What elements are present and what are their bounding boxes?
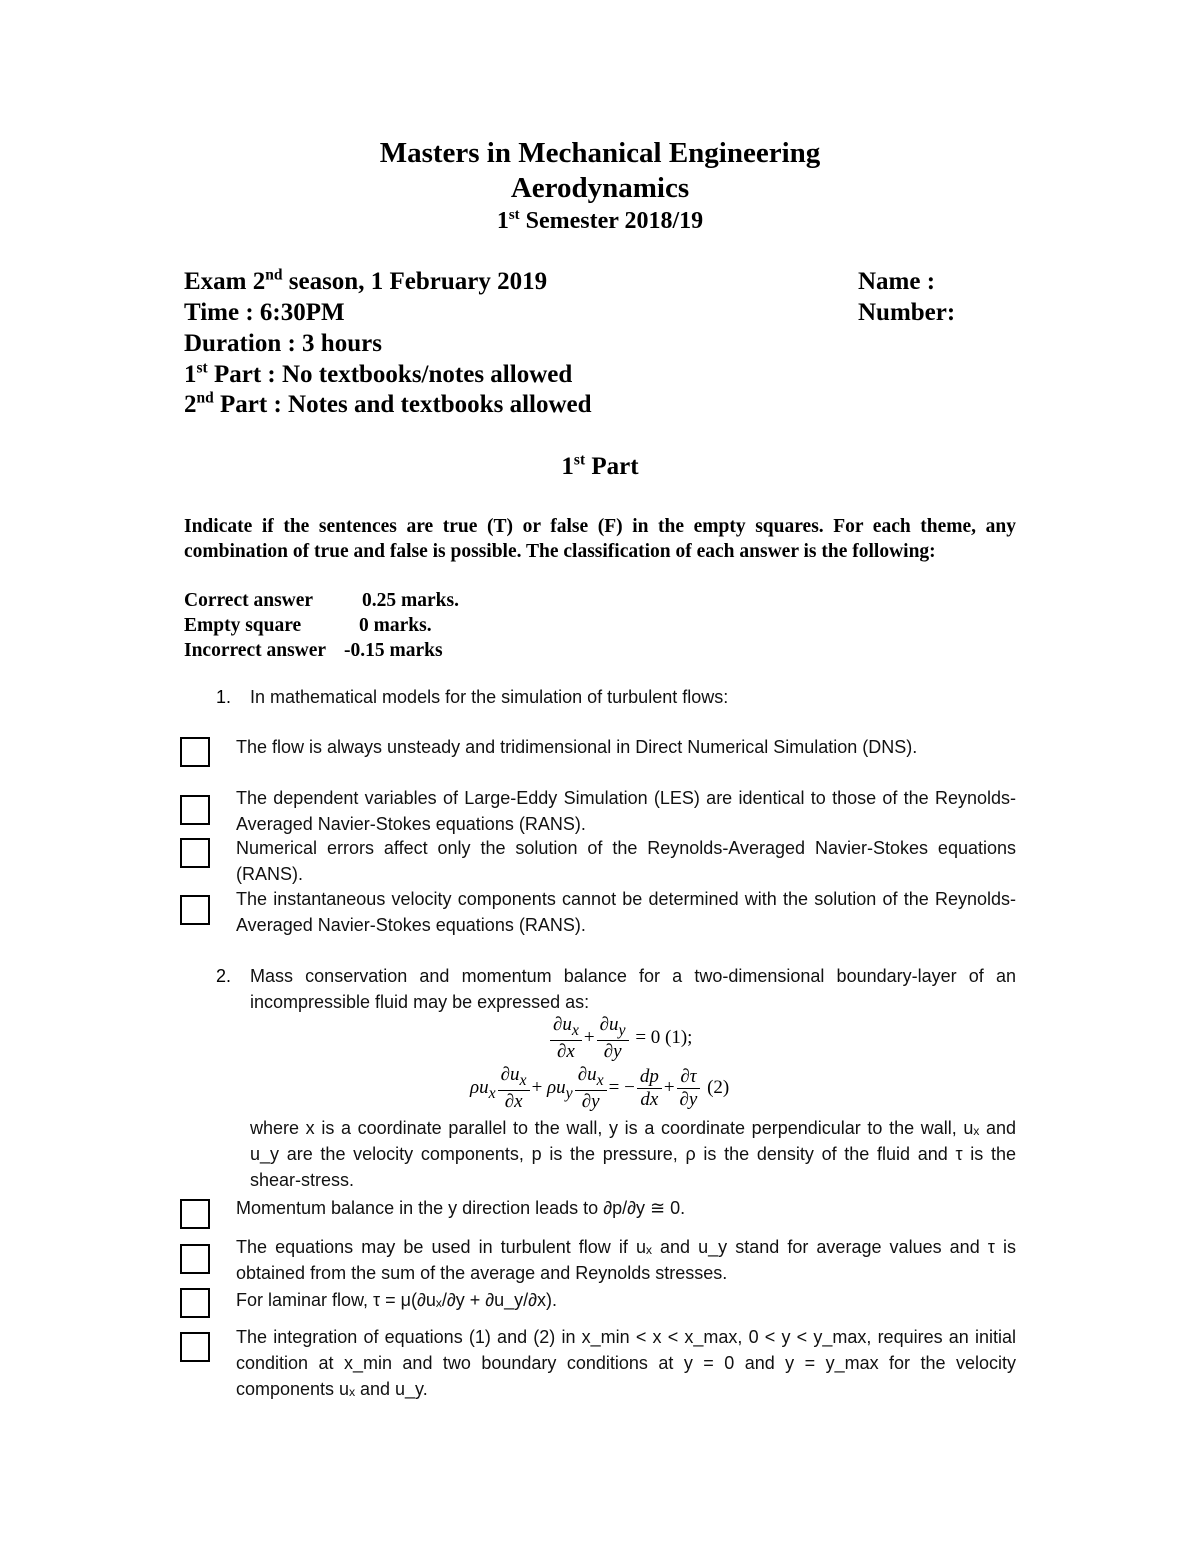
exam-season: Exam 2nd season, 1 February 2019 (184, 266, 548, 295)
answer-checkbox[interactable] (180, 1288, 210, 1318)
answer-checkbox[interactable] (180, 737, 210, 767)
course-title: Aerodynamics (510, 172, 690, 204)
statement: Momentum balance in the y direction leads to ∂p/∂y ≅ 0. (236, 1198, 686, 1218)
exam-duration: Duration : 3 hours (184, 330, 382, 357)
semester-label: 1st Semester 2018/19 (496, 207, 704, 234)
name-label: Name : (858, 268, 936, 295)
marks-correct: Correct answer 0.25 marks. (184, 590, 459, 611)
statement: The equations may be used in turbulent flow if uₓ and u_y stand for average values and τ is obtained from the sum of the average and Reynolds stresses. (236, 1237, 1016, 1283)
instructions-text: Indicate if the sentences are true (T) or false (F) in the empty squares. For each theme, any combination of true and false is possible. The classification of each answer is the following: (184, 516, 1016, 562)
number-label: Number: (858, 299, 956, 326)
equation-mass-conservation: $\frac{\partial u_x}{\partial x}$ + $\frac{\partial u_y}{\partial y}$ = 0 (1); (548, 1014, 692, 1063)
part2-rule: 2nd Part : Notes and textbooks allowed (184, 389, 592, 418)
question-number: 2. (216, 966, 232, 986)
marks-empty: Empty square 0 marks. (184, 615, 432, 636)
statement: The flow is always unsteady and tridimensional in Direct Numerical Simulation (DNS). (236, 737, 918, 757)
statement: Numerical errors affect only the solution of the Reynolds-Averaged Navier-Stokes equations (RANS). (236, 838, 1016, 884)
section-heading: 1st Part (561, 451, 639, 480)
answer-checkbox[interactable] (180, 895, 210, 925)
variable-definitions: where x is a coordinate parallel to the wall, y is a coordinate perpendicular to the wall, uₓ and u_y are the velocity components, p is the pressure, ρ is the density of the fluid and τ is the shear-stress. (250, 1118, 1016, 1190)
equation-momentum-balance: $\rho u_x$ $\frac{\partial u_x}{\partial x}$ + $\rho u_y$ $\frac{\partial u_x}{\partial y}$ = − $\frac{dp}{dx}$ + $\frac{\partial\tau}{\partial y}$ (2) (470, 1064, 730, 1112)
exam-time: Time : 6:30PM (184, 299, 345, 326)
statement: The dependent variables of Large-Eddy Simulation (LES) are identical to those of the Reynolds-Averaged Navier-Stokes equations (RANS). (236, 788, 1016, 834)
answer-checkbox[interactable] (180, 795, 210, 825)
question-prompt: Mass conservation and momentum balance for a two-dimensional boundary-layer of an incompressible fluid may be expressed as: (250, 966, 1016, 1012)
document-title: Masters in Mechanical Engineering (379, 137, 821, 169)
answer-checkbox[interactable] (180, 1332, 210, 1362)
question-number: 1. (216, 687, 232, 707)
statement: For laminar flow, τ = μ(∂uₓ/∂y + ∂u_y/∂x). (236, 1290, 558, 1310)
answer-checkbox[interactable] (180, 1199, 210, 1229)
statement: The instantaneous velocity components cannot be determined with the solution of the Reynolds-Averaged Navier-Stokes equations (RANS). (236, 889, 1016, 935)
part1-rule: 1st Part : No textbooks/notes allowed (184, 359, 573, 388)
marks-incorrect: Incorrect answer -0.15 marks (184, 640, 443, 661)
statement: The integration of equations (1) and (2) in x_min < x < x_max, 0 < y < y_max, requires an initial condition at x_min and two boundary conditions at y = 0 and y = y_max for the velocity components uₓ and u_y. (236, 1327, 1016, 1399)
question-prompt: In mathematical models for the simulation of turbulent flows: (250, 687, 729, 707)
answer-checkbox[interactable] (180, 838, 210, 868)
answer-checkbox[interactable] (180, 1244, 210, 1274)
